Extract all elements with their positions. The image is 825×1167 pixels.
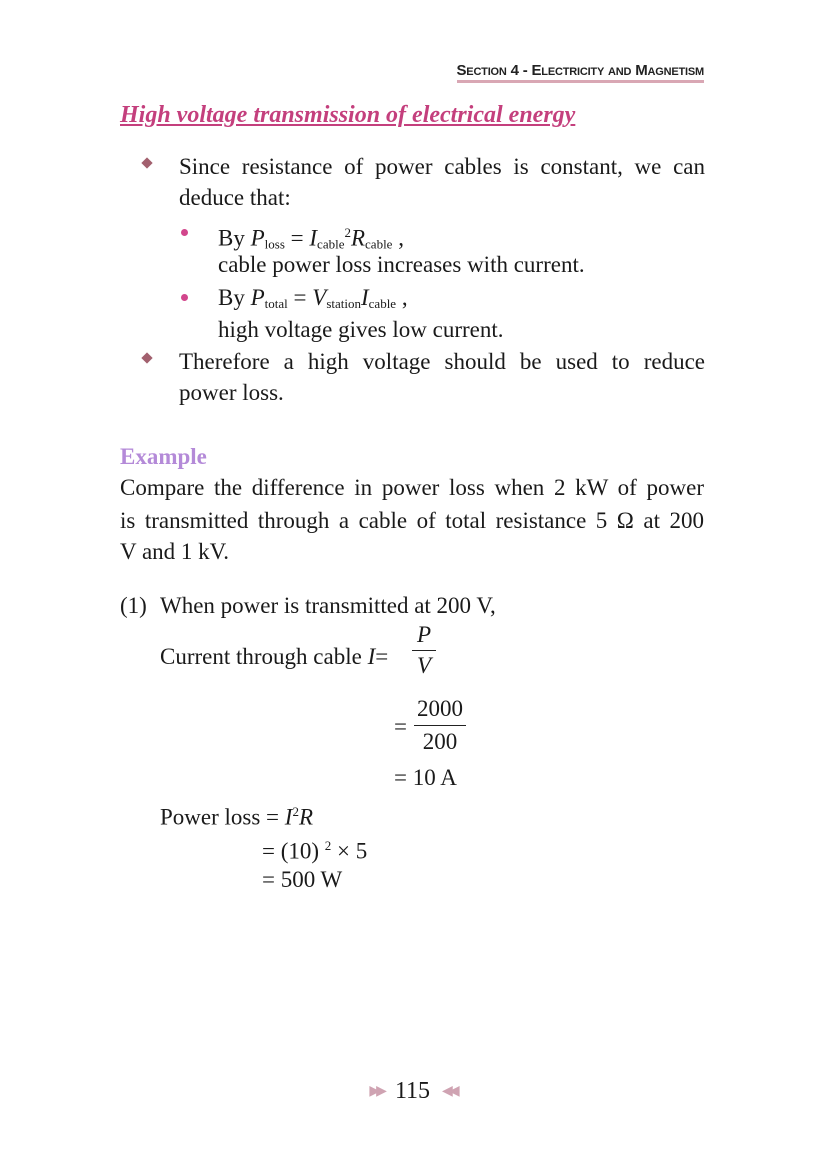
current-result: = 10 A: [394, 765, 457, 790]
fraction-bar: [412, 650, 436, 651]
sym: total: [264, 296, 288, 311]
sym: I: [367, 644, 376, 669]
text: × 5: [337, 838, 368, 864]
sub-bullet-text: high voltage gives low current.: [218, 317, 504, 342]
page-number: 115: [394, 1078, 431, 1104]
power-loss-result: = 500 W: [262, 867, 343, 892]
power-loss-line: [160, 797, 313, 833]
dot-bullet-icon: [181, 229, 188, 236]
section-header: Section 4 - Electricity and Magnetism: [457, 62, 705, 83]
example-label: Example: [120, 444, 207, 469]
section-title: High voltage transmission of electrical energy: [120, 102, 576, 128]
diamond-bullet-icon: [141, 352, 152, 363]
sym: 2: [344, 225, 351, 240]
sym: =: [293, 285, 307, 310]
text: By: [218, 285, 245, 310]
sym: ,: [398, 225, 404, 251]
sym: P: [250, 225, 265, 251]
dot-bullet-icon: [181, 294, 188, 301]
sym: =: [375, 644, 389, 669]
step-text: When power is transmitted at 200 V,: [160, 593, 496, 618]
sym: 2: [324, 838, 332, 853]
sym: R: [298, 804, 314, 830]
bullet-text: Therefore a high voltage should be used to reduce: [179, 349, 705, 374]
power-loss-line: [262, 831, 367, 867]
text: By: [218, 225, 245, 251]
sym: cable: [317, 236, 345, 252]
double-arrow-left-icon: ◀◀: [442, 1084, 456, 1099]
formula-power-total: [218, 283, 408, 319]
numerator: 2000: [417, 696, 463, 721]
sym: V: [312, 285, 327, 310]
fraction-p-over-v: [412, 622, 436, 679]
sym: R: [350, 225, 366, 251]
example-text: Compare the difference in power loss when 2 kW of power: [120, 475, 704, 500]
example-text: is transmitted through a cable of total resistance 5 Ω at 200: [120, 508, 704, 533]
fraction-bar: [414, 725, 466, 726]
sym: =: [290, 225, 304, 251]
sym: loss: [264, 236, 285, 252]
example-text: V and 1 kV.: [120, 539, 230, 564]
bullet-text: power loss.: [179, 380, 284, 405]
sym: I: [284, 804, 293, 830]
step-number: (1): [120, 593, 147, 618]
equals: =: [394, 714, 407, 739]
numerator: P: [416, 622, 432, 647]
sym: cable: [365, 236, 393, 252]
diamond-bullet-icon: [141, 157, 152, 168]
denominator: V: [416, 653, 432, 678]
page-number-footer: [0, 1078, 825, 1105]
text: Power loss =: [160, 804, 280, 830]
sym: I: [360, 285, 369, 310]
sym: cable: [368, 296, 397, 311]
bullet-text: Since resistance of power cables is constant, we can: [179, 154, 705, 179]
current-label: [160, 642, 388, 672]
text: = (10): [262, 838, 320, 864]
double-arrow-right-icon: ▶▶: [369, 1084, 383, 1099]
sym: I: [309, 225, 318, 251]
sym: 2: [292, 804, 299, 819]
sym: ,: [401, 285, 408, 310]
text: Current through cable: [160, 644, 362, 669]
sym: P: [250, 285, 265, 310]
bullet-text: deduce that:: [179, 185, 291, 210]
denominator: 200: [422, 729, 458, 754]
fraction-2000-over-200: [414, 695, 466, 756]
sub-bullet-text: cable power loss increases with current.: [218, 252, 585, 277]
sym: station: [326, 296, 361, 311]
